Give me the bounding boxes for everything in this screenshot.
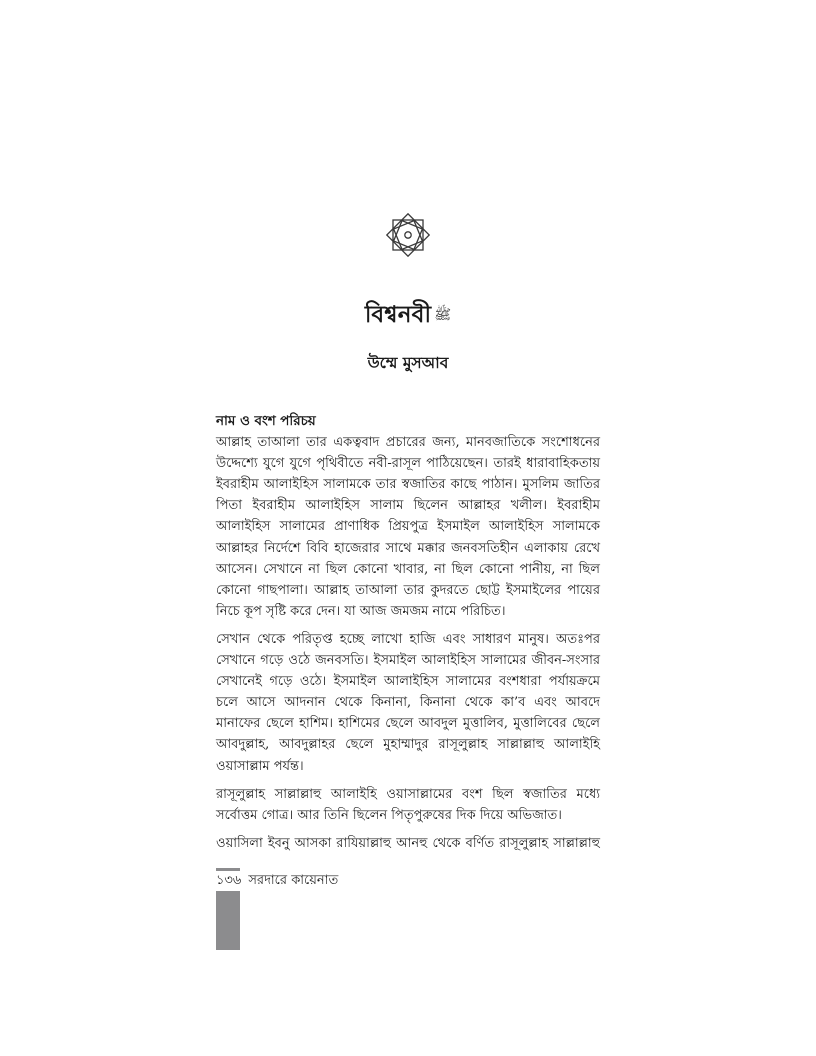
running-book-title: সরদারে কায়েনাত [248, 873, 339, 888]
body-text [216, 411, 600, 854]
paragraph-2: সেখান থেকে পরিতৃপ্ত হচ্ছে লাখো হাজি এবং সাধারণ মানুষ। অতঃপর সেখানে গড়ে ওঠে জনবসতি। ইসমাইল আলাইহিস সালামের জীবন-সংসার সেখানেই গড়ে ওঠে। ইসমাইল আলাইহিস সালামের বংশধারা পর্যায়ক্রমে চলে আসে আদনান থেকে কিনানা, কিনানা থেকে কা’ব এবং আবদে মানাফের ছেলে হাশিম। হাশিমের ছেলে আবদুল মুত্তালিব, মুত্তালিবের ছেলে আবদুল্লাহ, আবদুল্লাহর ছেলে মুহাম্মাদুর রাসূলুল্লাহ সাল্লাল্লাহু আলাইহি ওয়াসাল্লাম পর্যন্ত। [216, 631, 600, 774]
page-edge-tab [216, 891, 240, 950]
honorific-mark: ﷺ [434, 307, 452, 323]
page-footer [216, 871, 338, 892]
page-number: ১৩৬ [216, 873, 242, 888]
paragraph-1: আল্লাহ তাআলা তার একত্ববাদ প্রচারের জন্য, মানবজাতিকে সংশোধনের উদ্দেশ্যে যুগে যুগে পৃথিবীতে নবী-রাসূল পাঠিয়েছেন। তারই ধারাবাহিকতায় ইবরাহীম আলাইহিস সালামকে তার স্বজাতির কাছে পাঠান। মুসলিম জাতির পিতা ইবরাহীম আলাইহিস সালাম ছিলেন আল্লাহর খলীল। ইবরাহীম আলাইহিস সালামের প্রাণাধিক প্রিয়পুত্র ইসমাইল আলাইহিস সালামকে আল্লাহর নির্দেশে বিবি হাজেরার সাথে মক্কার জনবসতিহীন এলাকায় রেখে আসেন। সেখানে না ছিল কোনো খাবার, না ছিল কোনো পানীয়, না ছিল কোনো গাছপালা। আল্লাহ তাআলা তার কুদরতে ছোট্ট ইসমাইলের পায়ের নিচে কূপ সৃষ্টি করে দেন। যা আজ জমজম নামে পরিচিত। [216, 435, 600, 619]
author-name: উম্মে মুসআব [367, 353, 449, 372]
chapter-title-text: বিশ্বনবী [364, 301, 432, 328]
paragraph-4: ওয়াসিলা ইবনু আসকা রাযিয়াল্লাহু আনহু থেকে বর্ণিত রাসূলুল্লাহ সাল্লাল্লাহু [216, 835, 600, 851]
star-lattice-ornament-icon [386, 213, 430, 257]
section-heading: নাম ও বংশ পরিচয় [216, 413, 316, 429]
chapter-title [0, 296, 816, 335]
paragraph-3: রাসূলুল্লাহ সাল্লাল্লাহু আলাইহি ওয়াসাল্লামের বংশ ছিল স্বজাতির মধ্যে সর্বোত্তম গোত্র। আর তিনি ছিলেন পিতৃপুরুষের দিক দিয়ে অভিজাত। [216, 786, 600, 823]
